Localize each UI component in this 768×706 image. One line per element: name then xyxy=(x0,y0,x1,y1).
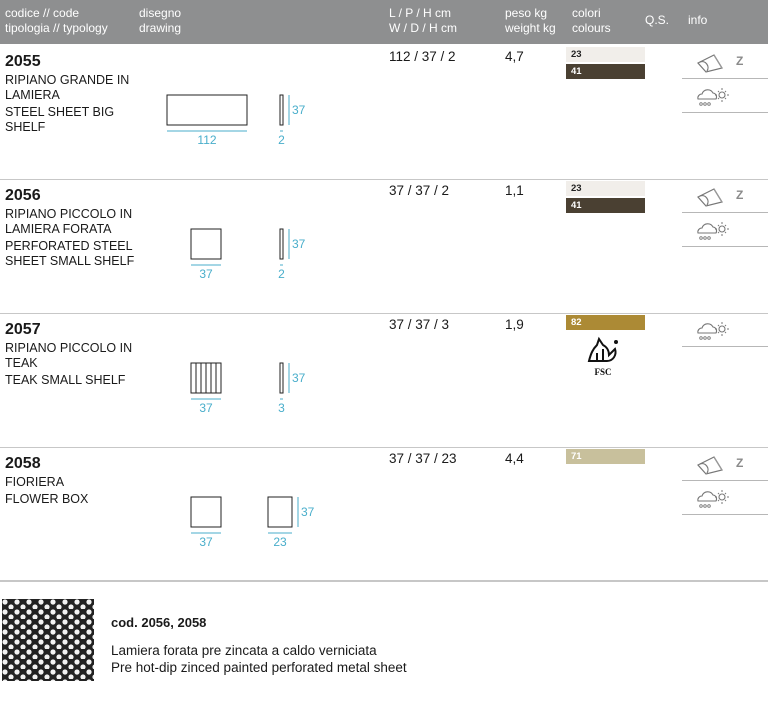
info-cell xyxy=(682,481,768,515)
header-code: codice // code tipologia // typology xyxy=(5,6,108,35)
height-dimension: 37 xyxy=(292,371,306,385)
header-info: info xyxy=(688,13,708,27)
perforated-sheet-image xyxy=(2,599,94,681)
height-dimension: 37 xyxy=(292,103,306,117)
front-view xyxy=(191,497,221,527)
fsc-label: FSC xyxy=(594,367,612,377)
info-cell xyxy=(682,313,768,347)
qs-cell xyxy=(646,179,682,313)
product-name-en: FLOWER BOX xyxy=(5,492,89,506)
side-view xyxy=(280,95,283,125)
colour-swatch: 82 xyxy=(566,315,645,330)
product-name-it: RIPIANO PICCOLO IN LAMIERA FORATA xyxy=(5,207,133,236)
product-name-en: PERFORATED STEEL SHEET SMALL SHELF xyxy=(5,239,135,268)
footer-code: cod. 2056, 2058 xyxy=(111,615,207,630)
footer-description-it: Lamiera forata pre zincata a caldo verniciata xyxy=(111,643,377,658)
fsc-logo xyxy=(583,335,623,377)
product-row xyxy=(0,313,768,448)
technical-drawing xyxy=(140,313,340,447)
info-cell xyxy=(682,79,768,113)
front-view xyxy=(191,229,221,259)
height-dimension: 37 xyxy=(301,505,315,519)
product-name-it: FIORIERA xyxy=(5,475,65,489)
header-colours: colori colours xyxy=(572,6,611,35)
footer-description-en: Pre hot-dip zinced painted perforated metal sheet xyxy=(111,660,407,675)
header-dimensions: L / P / H cm W / D / H cm xyxy=(389,6,457,35)
header-drawing: disegno drawing xyxy=(139,6,182,35)
side-view xyxy=(280,363,283,393)
width-dimension: 37 xyxy=(199,535,213,549)
product-dimensions: 112 / 37 / 2 xyxy=(389,49,456,64)
weather-icon xyxy=(694,487,730,511)
product-code: 2057 xyxy=(5,321,41,338)
product-dimensions: 37 / 37 / 2 xyxy=(389,183,450,198)
product-dimensions: 37 / 37 / 23 xyxy=(389,451,457,466)
qs-cell xyxy=(646,447,682,581)
product-name-it: RIPIANO GRANDE IN LAMIERA xyxy=(5,73,130,102)
product-weight: 4,7 xyxy=(505,49,524,64)
info-cell xyxy=(682,447,768,481)
depth-dimension: 2 xyxy=(278,133,285,147)
info-cell xyxy=(682,213,768,247)
colour-swatch: 41 xyxy=(566,64,645,79)
info-letter: Z xyxy=(736,188,744,202)
technical-drawing xyxy=(140,179,340,313)
technical-drawing xyxy=(140,45,340,179)
product-weight: 1,1 xyxy=(505,183,524,198)
colour-swatch: 41 xyxy=(566,198,645,213)
info-letter: Z xyxy=(736,54,744,68)
product-weight: 1,9 xyxy=(505,317,524,332)
depth-dimension: 23 xyxy=(273,535,287,549)
front-view xyxy=(167,95,247,125)
qs-cell xyxy=(646,45,682,179)
technical-drawing xyxy=(140,447,340,581)
info-column xyxy=(682,45,768,113)
colour-swatch: 23 xyxy=(566,47,645,62)
width-dimension: 37 xyxy=(199,267,213,281)
product-description xyxy=(5,341,135,388)
product-name-en: STEEL SHEET BIG SHELF xyxy=(5,105,115,134)
width-dimension: 112 xyxy=(197,133,217,147)
info-cell xyxy=(682,179,768,213)
product-weight: 4,4 xyxy=(505,451,524,466)
depth-dimension: 2 xyxy=(278,267,285,281)
qs-cell xyxy=(646,313,682,447)
product-code: 2058 xyxy=(5,455,41,472)
info-letter: Z xyxy=(736,456,744,470)
product-description xyxy=(5,207,135,269)
product-code: 2055 xyxy=(5,53,41,70)
table-header xyxy=(0,0,768,44)
product-row xyxy=(0,447,768,582)
product-name-it: RIPIANO PICCOLO IN TEAK xyxy=(5,341,133,370)
info-column xyxy=(682,447,768,515)
product-code: 2056 xyxy=(5,187,41,204)
footer-divider xyxy=(0,580,768,581)
colour-swatch: 23 xyxy=(566,181,645,196)
product-name-en: TEAK SMALL SHELF xyxy=(5,373,126,387)
product-description xyxy=(5,475,135,507)
side-view xyxy=(280,229,283,259)
umbrella-icon xyxy=(694,185,728,209)
height-dimension: 37 xyxy=(292,237,306,251)
header-qs: Q.S. xyxy=(645,13,670,27)
depth-dimension: 3 xyxy=(278,401,285,415)
product-dimensions: 37 / 37 / 3 xyxy=(389,317,450,332)
product-row xyxy=(0,179,768,314)
product-description xyxy=(5,73,135,135)
width-dimension: 37 xyxy=(199,401,213,415)
info-cell xyxy=(682,45,768,79)
info-column xyxy=(682,179,768,247)
product-row xyxy=(0,45,768,180)
weather-icon xyxy=(694,85,730,109)
side-view xyxy=(268,497,292,527)
weather-icon xyxy=(694,319,730,343)
colour-swatch: 71 xyxy=(566,449,645,464)
weather-icon xyxy=(694,219,730,243)
umbrella-icon xyxy=(694,51,728,75)
info-column xyxy=(682,313,768,347)
header-weight: peso kg weight kg xyxy=(505,6,556,35)
umbrella-icon xyxy=(694,453,728,477)
